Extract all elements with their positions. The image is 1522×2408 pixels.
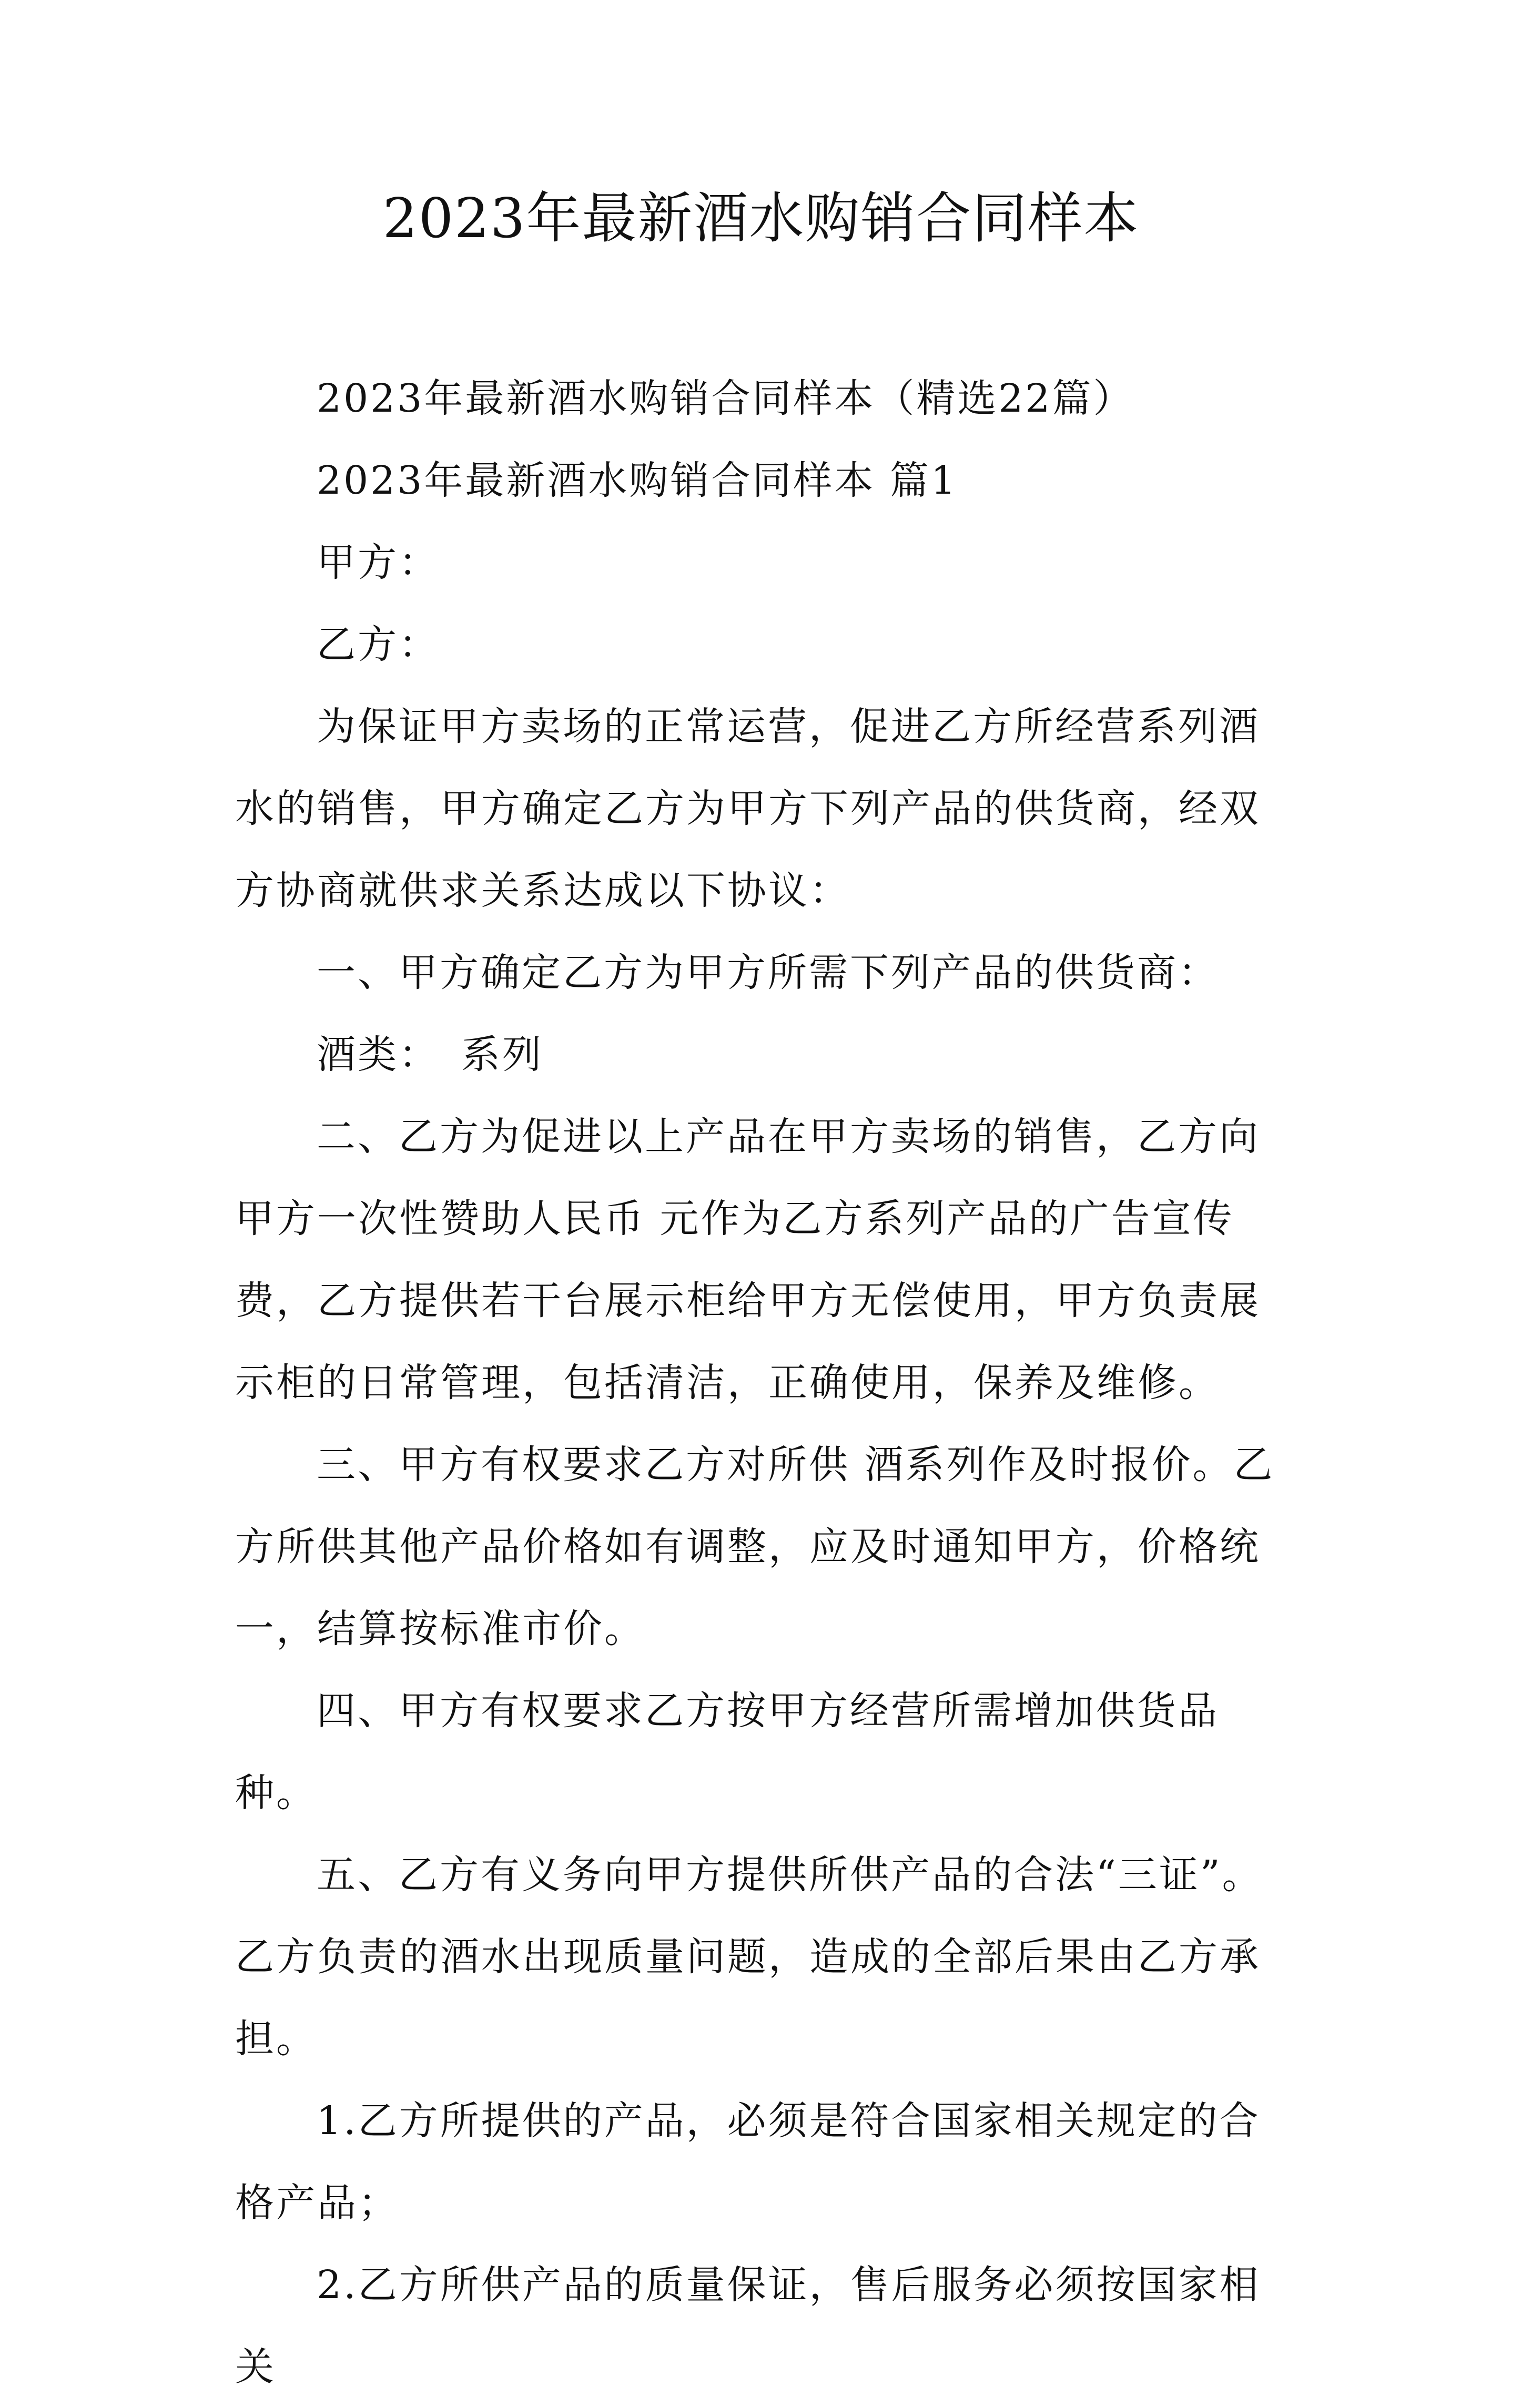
paragraph-clause-2: 二、乙方为促进以上产品在甲方卖场的销售，乙方向甲方一次性赞助人民币 元作为乙方系列产品的广告宣传费，乙方提供若干台展示柜给甲方无偿使用，甲方负责展示柜的日常管理，包括清洁，正确使用，保养及维修。	[235, 1114, 1261, 1405]
paragraph-clause-5: 五、乙方有义务向甲方提供所供产品的合法“三证”。乙方负责的酒水出现质量问题，造成的全部后果由乙方承担。	[235, 1852, 1263, 2062]
paragraph-item-2: 2.乙方所供产品的质量保证，售后服务必须按国家相关	[235, 2262, 1261, 2390]
document-title: 2023年最新酒水购销合同样本	[382, 186, 1140, 250]
paragraph-section-heading: 2023年最新酒水购销合同样本 篇1	[317, 458, 958, 503]
paragraph-clause-1: 一、甲方确定乙方为甲方所需下列产品的供货商：	[317, 950, 1219, 995]
document-body	[235, 358, 1297, 2408]
paragraph-wine-type: 酒类： 系列	[317, 1032, 543, 1077]
paragraph-party-a: 甲方：	[317, 540, 440, 585]
paragraph-item-1: 1.乙方所提供的产品，必须是符合国家相关规定的合格产品；	[235, 2098, 1261, 2226]
paragraph-subtitle: 2023年最新酒水购销合同样本（精选22篇）	[317, 376, 1134, 421]
paragraph-party-b: 乙方：	[317, 622, 440, 667]
paragraph-clause-4: 四、甲方有权要求乙方按甲方经营所需增加供货品种。	[235, 1688, 1219, 1815]
paragraph-preamble: 为保证甲方卖场的正常运营，促进乙方所经营系列酒水的销售，甲方确定乙方为甲方下列产品的供货商，经双方协商就供求关系达成以下协议：	[235, 704, 1261, 913]
paragraph-clause-3: 三、甲方有权要求乙方对所供 酒系列作及时报价。乙方所供其他产品价格如有调整，应及时通知甲方，价格统一，结算按标准市价。	[235, 1442, 1275, 1651]
